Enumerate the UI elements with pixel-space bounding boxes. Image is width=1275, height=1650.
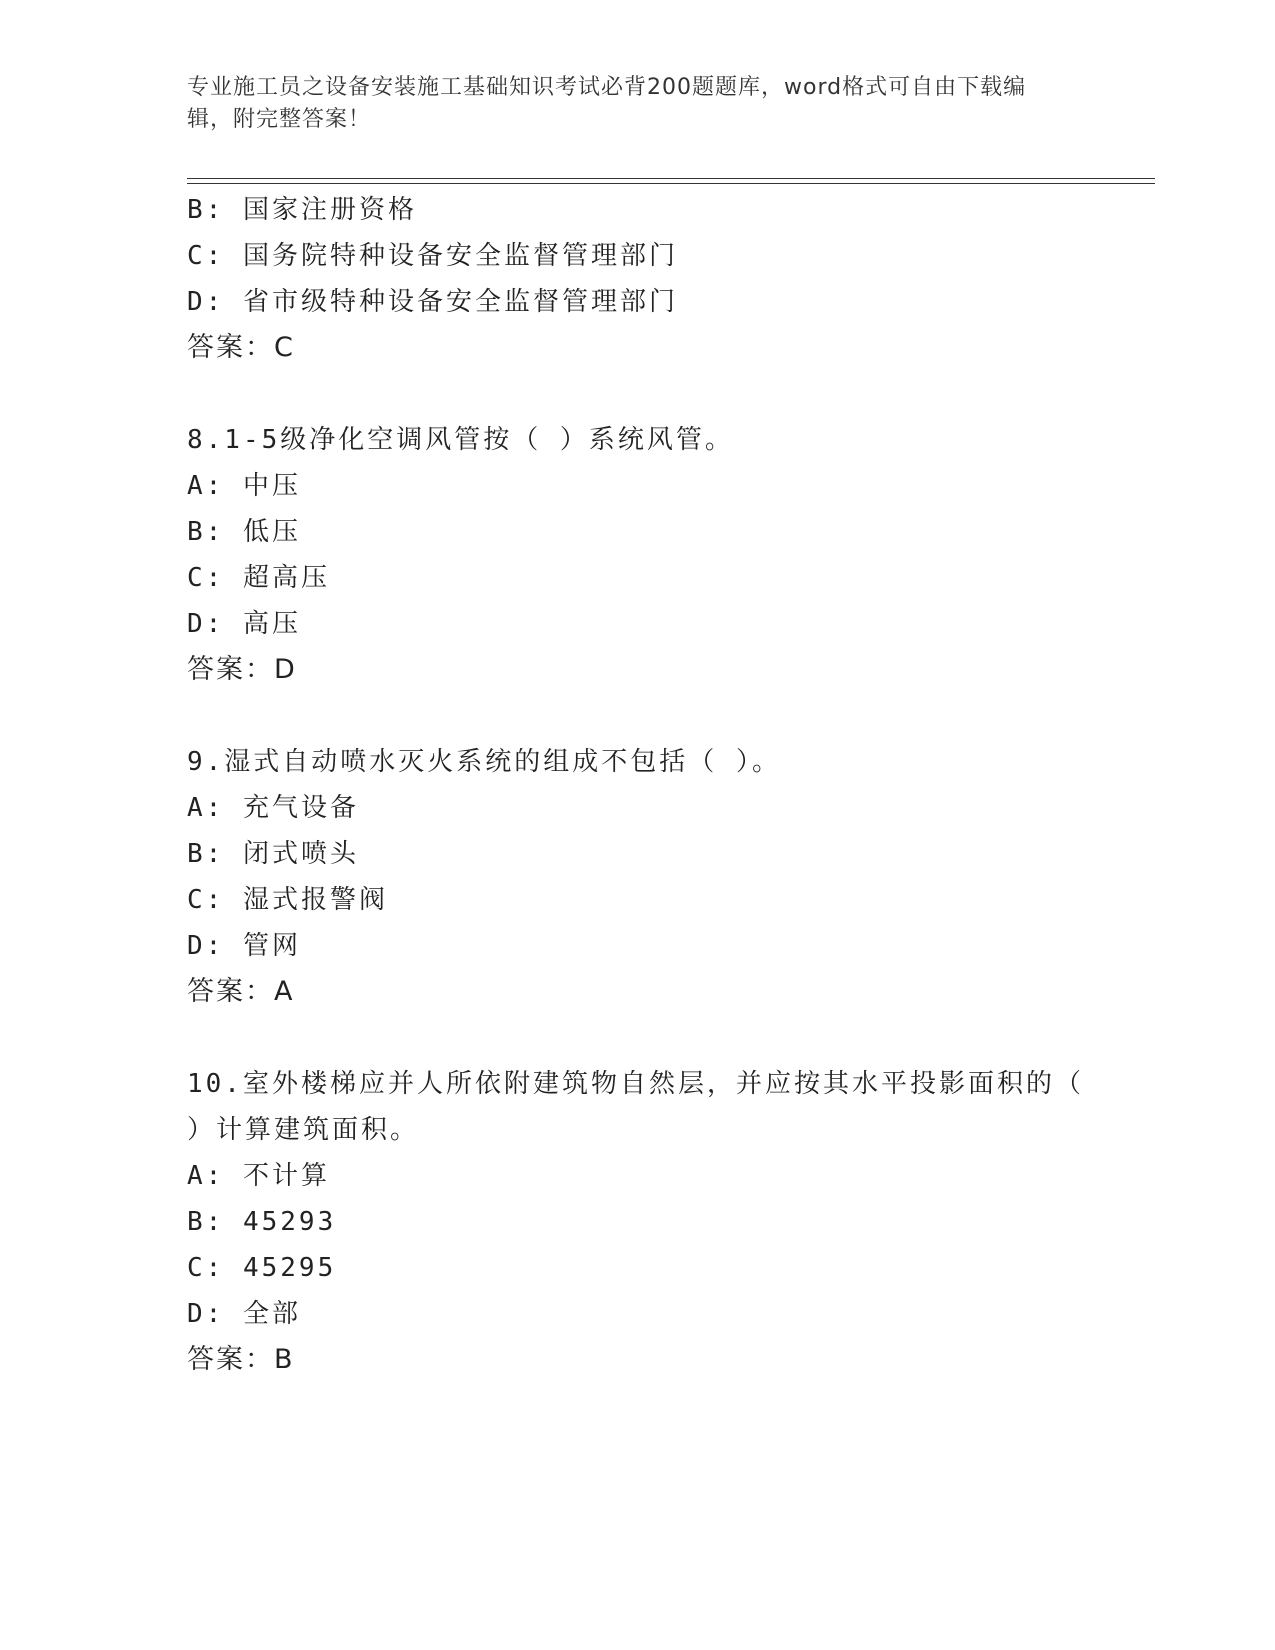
answer: 答案：B bbox=[187, 1344, 295, 1375]
option-b: B: 45293 bbox=[187, 1207, 337, 1237]
header-rule-bottom bbox=[187, 183, 1155, 184]
option-b: B: 国家注册资格 bbox=[187, 195, 417, 225]
option-c: C: 超高压 bbox=[187, 563, 330, 593]
question-8 bbox=[187, 417, 1087, 693]
question-9 bbox=[187, 739, 1087, 1015]
answer: 答案：C bbox=[187, 332, 295, 363]
option-d: D: 管网 bbox=[187, 931, 301, 961]
question-stem: 9.湿式自动喷水灭火系统的组成不包括（ ）。 bbox=[187, 747, 781, 777]
question-stem: 8.1-5级净化空调风管按（ ）系统风管。 bbox=[187, 425, 734, 455]
option-c: C: 国务院特种设备安全监督管理部门 bbox=[187, 241, 678, 271]
answer: 答案：A bbox=[187, 976, 295, 1007]
header-rule-top bbox=[187, 178, 1155, 179]
answer: 答案：D bbox=[187, 654, 297, 685]
option-a: A: 中压 bbox=[187, 471, 301, 501]
option-b: B: 闭式喷头 bbox=[187, 839, 359, 869]
option-c: C: 45295 bbox=[187, 1253, 337, 1283]
question-7-continued bbox=[187, 187, 1087, 371]
option-b: B: 低压 bbox=[187, 517, 301, 547]
question-10 bbox=[187, 1061, 1087, 1383]
option-d: D: 全部 bbox=[187, 1299, 301, 1329]
option-a: A: 不计算 bbox=[187, 1161, 330, 1191]
option-a: A: 充气设备 bbox=[187, 793, 359, 823]
question-content bbox=[187, 187, 1087, 1383]
question-stem: 10.室外楼梯应并人所依附建筑物自然层，并应按其水平投影面积的（ ）计算建筑面积。 bbox=[187, 1069, 1084, 1145]
option-c: C: 湿式报警阀 bbox=[187, 885, 388, 915]
option-d: D: 高压 bbox=[187, 609, 301, 639]
document-header: 专业施工员之设备安装施工基础知识考试必背200题题库，word格式可自由下载编辑，附完整答案！ bbox=[187, 75, 1027, 132]
option-d: D: 省市级特种设备安全监督管理部门 bbox=[187, 287, 678, 317]
